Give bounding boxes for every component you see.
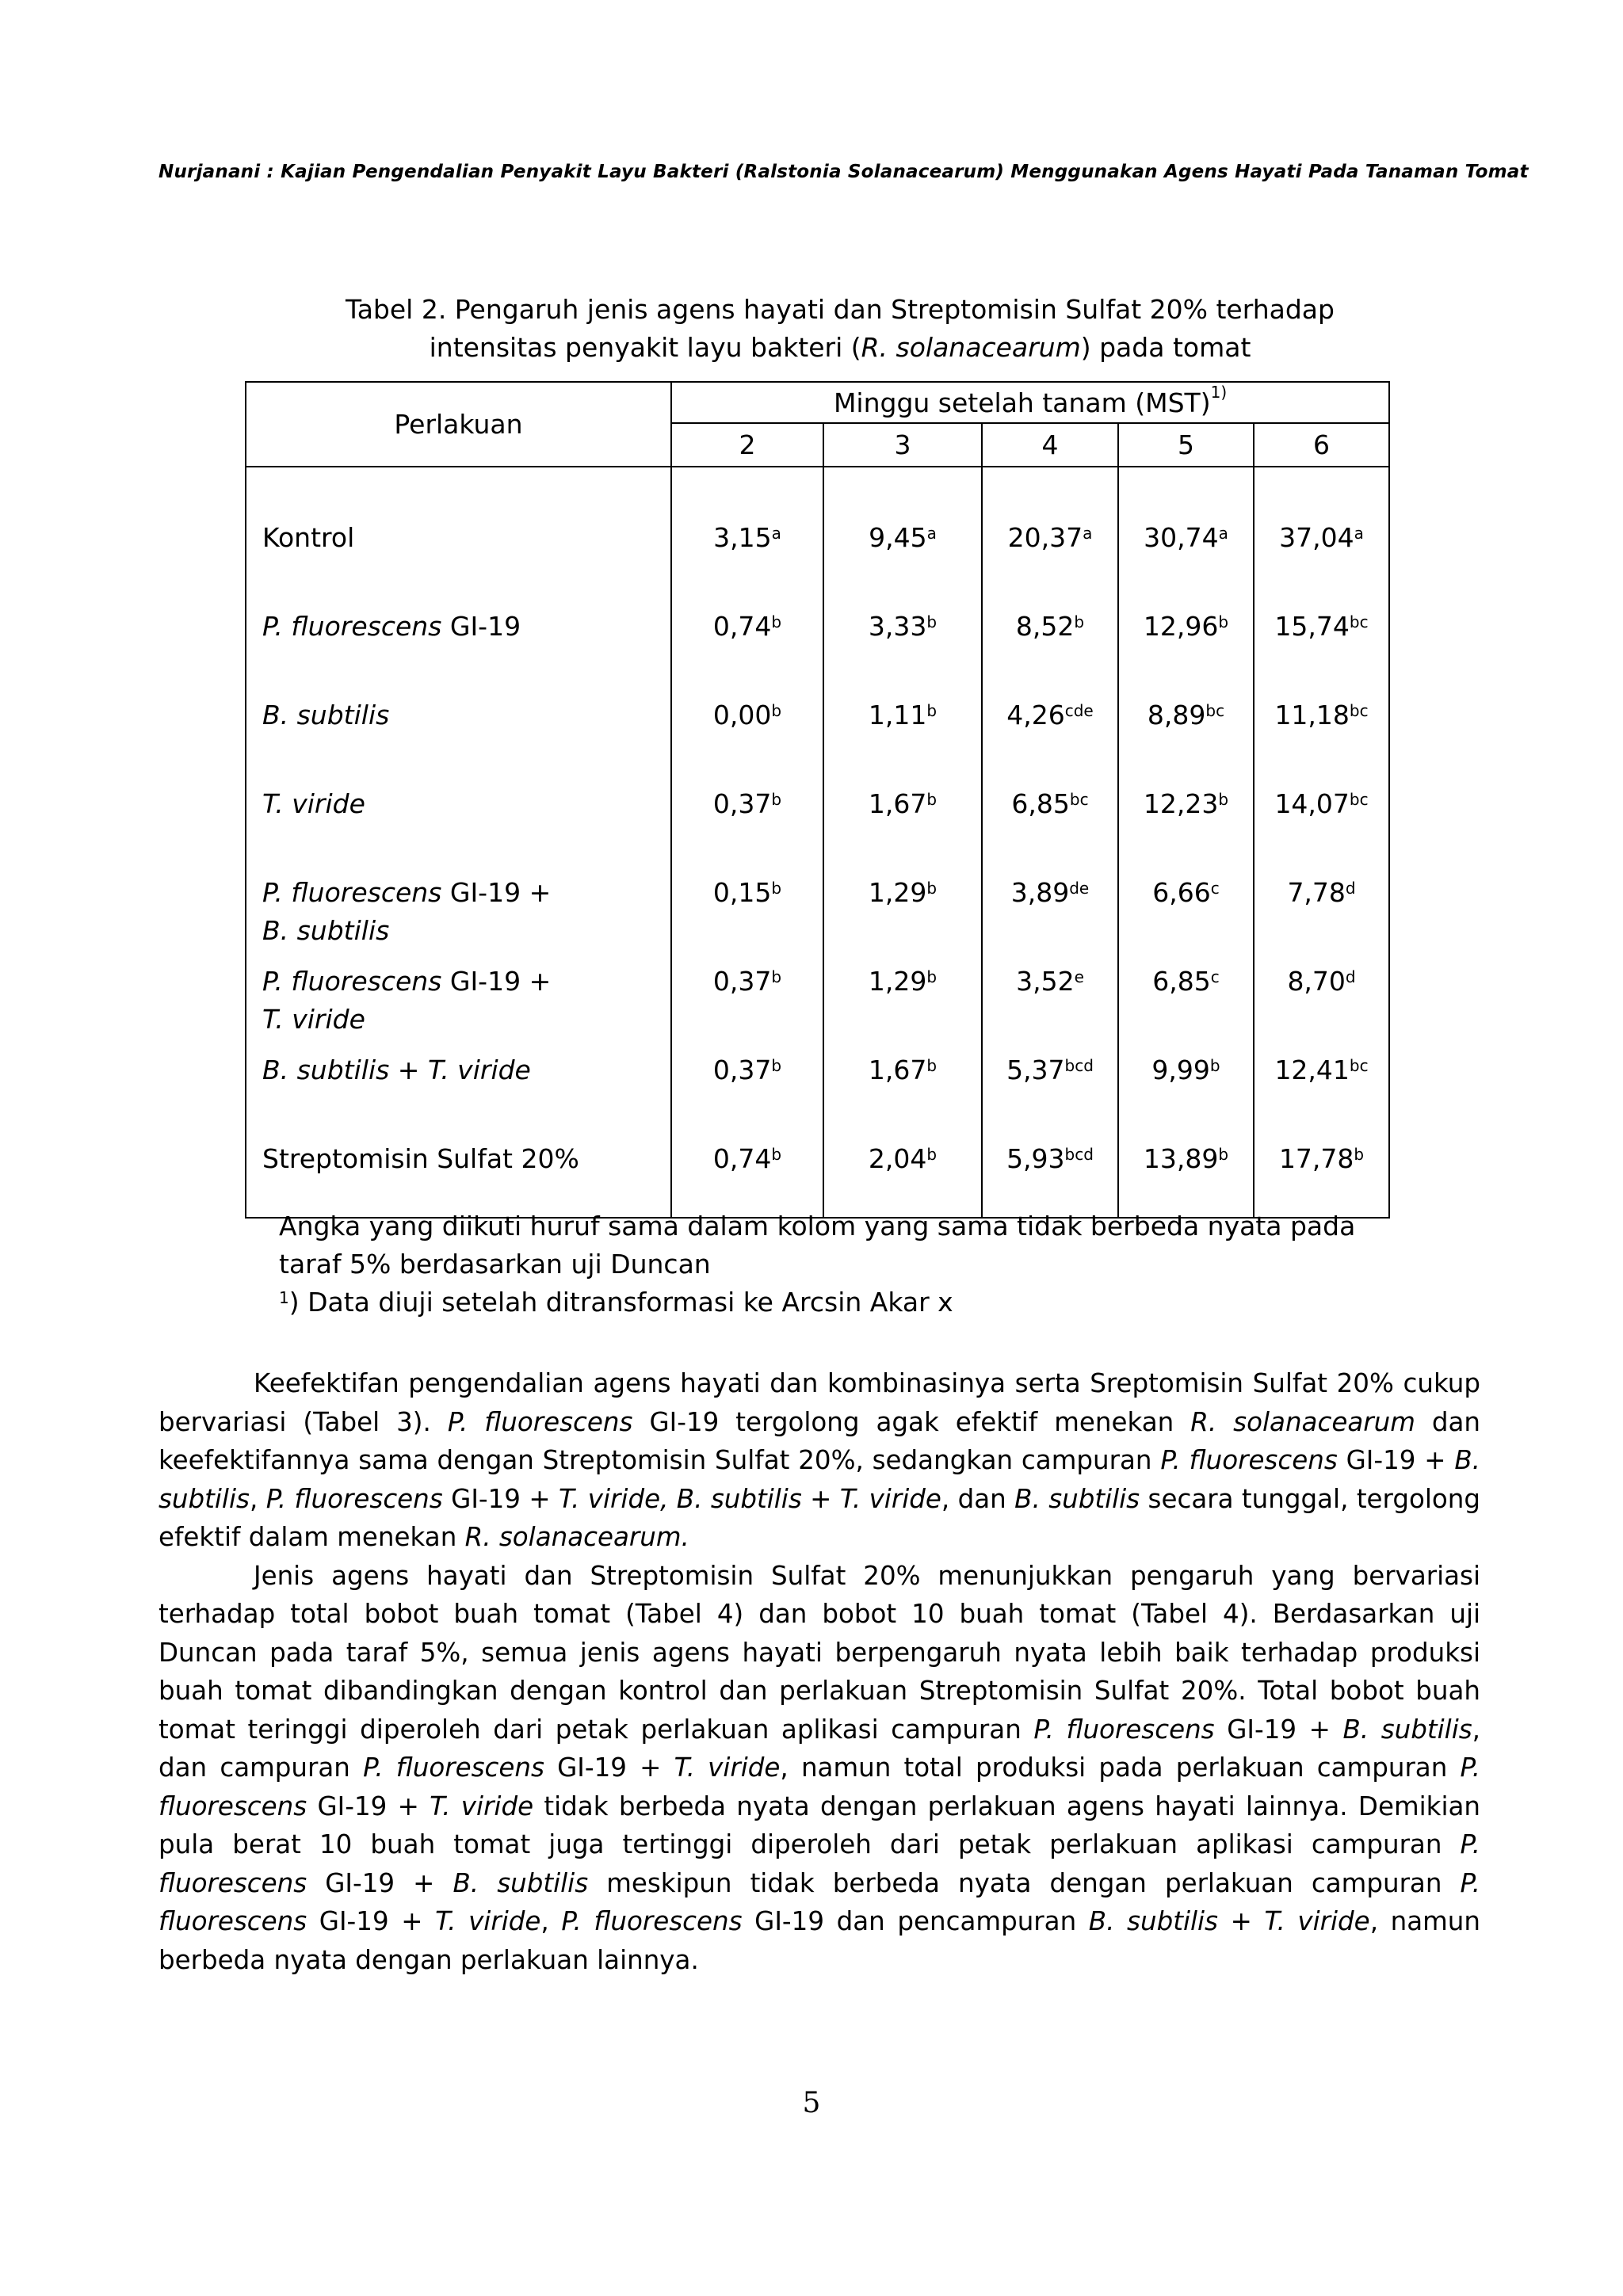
treatment-name-italic: B. subtilis bbox=[262, 1055, 390, 1085]
significance-letter: c bbox=[1210, 879, 1220, 898]
value-cell bbox=[1254, 951, 1389, 1039]
significance-letter: de bbox=[1069, 879, 1090, 898]
treatment-name-italic: P. fluorescens bbox=[262, 877, 442, 908]
value-cell bbox=[1118, 596, 1254, 685]
text-run: GI-19 + bbox=[307, 1906, 436, 1936]
species-name: P. fluorescens bbox=[447, 1406, 633, 1437]
significance-letter: d bbox=[1345, 967, 1356, 986]
value-cell bbox=[671, 685, 823, 773]
value-cell bbox=[1118, 773, 1254, 862]
species-name: P. fluorescens bbox=[265, 1483, 443, 1514]
significance-letter: b bbox=[771, 790, 782, 809]
significance-letter: b bbox=[926, 1056, 938, 1075]
text-run: , dan bbox=[941, 1483, 1015, 1514]
table-row bbox=[246, 1039, 1389, 1128]
treatment-name-italic: B. subtilis bbox=[262, 700, 390, 730]
treatment-name bbox=[246, 467, 671, 596]
significance-letter: b bbox=[1074, 612, 1085, 631]
species-name: P. fluorescens bbox=[158, 1753, 1480, 1821]
species-name: B. subtilis bbox=[158, 1445, 1480, 1514]
paragraph-1 bbox=[158, 1364, 1480, 1557]
text-run: + bbox=[1217, 1906, 1265, 1936]
cell-value: 4,26 bbox=[1006, 700, 1065, 730]
text-run: secara tunggal, tergolong efektif dalam menekan bbox=[158, 1483, 1481, 1552]
species-name: B. subtilis bbox=[1014, 1483, 1140, 1514]
value-cell bbox=[671, 1128, 823, 1218]
value-cell bbox=[823, 1128, 982, 1218]
cell-value: 20,37 bbox=[1007, 522, 1083, 553]
significance-letter: b bbox=[926, 612, 938, 631]
value-cell bbox=[823, 1039, 982, 1128]
week-col-6: 6 bbox=[1254, 423, 1389, 467]
week-col-4: 4 bbox=[982, 423, 1118, 467]
table-notes bbox=[279, 1207, 1468, 1322]
value-cell bbox=[982, 1039, 1118, 1128]
treatment-name bbox=[246, 596, 671, 685]
value-cell bbox=[671, 467, 823, 596]
cell-value: 15,74 bbox=[1274, 611, 1350, 642]
significance-letter: a bbox=[771, 524, 781, 543]
cell-value: 2,04 bbox=[868, 1143, 927, 1174]
species-name: P. fluorescens bbox=[158, 1867, 1480, 1936]
treatment-name-text: GI-19 + bbox=[441, 877, 552, 908]
text-run: , bbox=[249, 1483, 266, 1514]
cell-value: 0,37 bbox=[712, 788, 772, 819]
cell-value: 5,37 bbox=[1006, 1055, 1065, 1085]
treatment-header: Perlakuan bbox=[246, 382, 671, 467]
cell-value: 6,85 bbox=[1011, 788, 1070, 819]
cell-value: 3,89 bbox=[1010, 877, 1070, 908]
value-cell bbox=[671, 862, 823, 951]
cell-value: 0,74 bbox=[712, 611, 772, 642]
cell-value: 5,93 bbox=[1006, 1143, 1065, 1174]
value-cell bbox=[982, 596, 1118, 685]
treatment-name-text: GI-19 + bbox=[441, 966, 552, 997]
value-cell bbox=[1254, 685, 1389, 773]
text-run: GI-19 dan pencampuran bbox=[742, 1906, 1089, 1936]
significance-letter: b bbox=[771, 1145, 782, 1164]
treatment-name-italic: P. fluorescens bbox=[262, 611, 442, 642]
week-col-2: 2 bbox=[671, 423, 823, 467]
value-cell bbox=[982, 685, 1118, 773]
treatment-name-text: GI-19 bbox=[441, 611, 521, 642]
species-name: T. viride bbox=[839, 1483, 941, 1514]
significance-letter: b bbox=[771, 967, 782, 986]
note-line-2: taraf 5% berdasarkan uji Duncan bbox=[279, 1249, 711, 1280]
significance-letter: b bbox=[1209, 1056, 1220, 1075]
species-name: P. fluorescens bbox=[158, 1829, 1480, 1898]
value-cell bbox=[982, 1128, 1118, 1218]
treatment-name bbox=[246, 1039, 671, 1128]
value-cell bbox=[982, 773, 1118, 862]
significance-letter: a bbox=[1083, 524, 1093, 543]
cell-value: 17,78 bbox=[1278, 1143, 1354, 1174]
cell-value: 0,37 bbox=[712, 1055, 772, 1085]
cell-value: 12,41 bbox=[1274, 1055, 1350, 1085]
significance-letter: b bbox=[1218, 790, 1229, 809]
species-name: T. viride, B. subtilis bbox=[559, 1483, 802, 1514]
cell-value: 11,18 bbox=[1274, 700, 1350, 730]
value-cell bbox=[1254, 1128, 1389, 1218]
significance-letter: b bbox=[926, 790, 938, 809]
value-cell bbox=[823, 951, 982, 1039]
value-cell bbox=[1118, 467, 1254, 596]
body-text bbox=[158, 1364, 1480, 1979]
value-cell bbox=[823, 596, 982, 685]
value-cell bbox=[1254, 862, 1389, 951]
table-row bbox=[246, 685, 1389, 773]
species-name: T. viride bbox=[1264, 1906, 1370, 1936]
significance-letter: bc bbox=[1069, 790, 1089, 809]
significance-letter: bc bbox=[1349, 1056, 1369, 1075]
table-row bbox=[246, 467, 1389, 596]
cell-value: 7,78 bbox=[1287, 877, 1346, 908]
cell-value: 3,15 bbox=[713, 522, 772, 553]
value-cell bbox=[1254, 773, 1389, 862]
week-col-3: 3 bbox=[823, 423, 982, 467]
treatment-name bbox=[246, 773, 671, 862]
treatment-name-italic: B. subtilis bbox=[262, 915, 390, 946]
text-run: GI-19 + bbox=[1337, 1445, 1455, 1475]
significance-letter: bc bbox=[1349, 790, 1369, 809]
value-cell bbox=[982, 862, 1118, 951]
text-run: Jenis agens hayati dan Streptomisin Sulfat 20% menunjukkan pengaruh yang bervariasi terhadap total bobot buah tomat (Tabel 4) dan bobot 10 buah tomat (Tabel 4). Berdasarkan uji Duncan pada taraf 5%, semua jenis agens hayati berpengaruh nyata lebih baik terhadap produksi buah tomat dibandingkan dengan kontrol dan perlakuan Streptomisin Sulfat 20%. Total bobot buah tomat teringgi diperoleh dari petak perlakuan aplikasi campuran bbox=[158, 1560, 1480, 1745]
significance-letter: b bbox=[771, 1056, 782, 1075]
results-table bbox=[245, 381, 1390, 1219]
text-run: tidak berbeda nyata dengan perlakuan agens hayati lainnya. Demikian pula berat 10 buah tomat juga tertinggi diperoleh dari petak perlakuan aplikasi campuran bbox=[158, 1791, 1480, 1859]
significance-letter: c bbox=[1210, 967, 1220, 986]
significance-letter: b bbox=[926, 967, 938, 986]
cell-value: 12,23 bbox=[1143, 788, 1219, 819]
cell-value: 3,52 bbox=[1016, 966, 1075, 997]
text-run: GI-19 + bbox=[442, 1483, 559, 1514]
treatment-name bbox=[246, 685, 671, 773]
treatment-name-italic: T. viride bbox=[262, 788, 365, 819]
value-cell bbox=[823, 685, 982, 773]
text-run: , bbox=[540, 1906, 562, 1936]
text-run: GI-19 tergolong agak efektif menekan bbox=[632, 1406, 1191, 1437]
cell-value: 6,66 bbox=[1152, 877, 1211, 908]
paragraph-2 bbox=[158, 1557, 1480, 1980]
cell-value: 1,29 bbox=[868, 877, 927, 908]
value-cell bbox=[1118, 951, 1254, 1039]
species-name: T. viride bbox=[435, 1906, 541, 1936]
value-cell bbox=[982, 467, 1118, 596]
cell-value: 8,70 bbox=[1287, 966, 1346, 997]
text-run: GI-19 + bbox=[544, 1753, 674, 1783]
significance-letter: a bbox=[926, 524, 937, 543]
value-cell bbox=[671, 596, 823, 685]
value-cell bbox=[823, 862, 982, 951]
note-line-1: Angka yang diikuti huruf sama dalam kolom yang sama tidak berbeda nyata pada bbox=[279, 1211, 1356, 1241]
table-row bbox=[246, 862, 1389, 951]
cell-value: 1,11 bbox=[868, 700, 927, 730]
value-cell bbox=[823, 773, 982, 862]
text-run: GI-19 + bbox=[307, 1867, 453, 1898]
cell-value: 13,89 bbox=[1143, 1143, 1219, 1174]
species-name: B. subtilis bbox=[1088, 1906, 1218, 1936]
text-run: , namun total produksi pada perlakuan campuran bbox=[780, 1753, 1461, 1783]
cell-value: 9,45 bbox=[869, 522, 927, 553]
value-cell bbox=[1118, 862, 1254, 951]
value-cell bbox=[1118, 1039, 1254, 1128]
significance-letter: a bbox=[1218, 524, 1228, 543]
text-run: + bbox=[801, 1483, 840, 1514]
caption-line-1: Tabel 2. Pengaruh jenis agens hayati dan Streptomisin Sulfat 20% terhadap bbox=[346, 294, 1335, 325]
species-name: R. solanacearum. bbox=[464, 1522, 689, 1552]
significance-letter: b bbox=[926, 701, 938, 720]
table-row bbox=[246, 951, 1389, 1039]
cell-value: 1,67 bbox=[868, 1055, 927, 1085]
caption-line-2: intensitas penyakit layu bakteri (R. solanacearum) pada tomat bbox=[429, 332, 1251, 363]
value-cell bbox=[1254, 596, 1389, 685]
significance-letter: d bbox=[1345, 879, 1356, 898]
week-header: Minggu setelah tanam (MST)$^{1)}$ bbox=[671, 382, 1389, 423]
treatment-name-text: + bbox=[389, 1055, 428, 1085]
cell-value: 9,99 bbox=[1151, 1055, 1210, 1085]
species-name: T. viride bbox=[674, 1753, 781, 1783]
species-name: P. fluorescens bbox=[1033, 1714, 1215, 1745]
species-name: B. subtilis bbox=[453, 1867, 589, 1898]
species-name: P. fluorescens bbox=[363, 1753, 544, 1783]
treatment-name bbox=[246, 1128, 671, 1218]
note-line-3: $^1$) Data diuji setelah ditransformasi ke Arcsin Akar x bbox=[279, 1287, 953, 1318]
cell-value: 14,07 bbox=[1274, 788, 1350, 819]
treatment-name-text: Streptomisin Sulfat 20% bbox=[262, 1143, 579, 1174]
value-cell bbox=[1254, 1039, 1389, 1128]
running-header: Nurjanani : Kajian Pengendalian Penyakit Layu Bakteri (Ralstonia Solanacearum) Menggunakan Agens Hayati Pada Tanaman Tomat bbox=[158, 162, 1529, 182]
value-cell bbox=[1254, 467, 1389, 596]
treatment-name-italic: P. fluorescens bbox=[262, 966, 442, 997]
cell-value: 1,67 bbox=[868, 788, 927, 819]
value-cell bbox=[823, 467, 982, 596]
value-cell bbox=[1118, 1128, 1254, 1218]
text-run: meskipun tidak berbeda nyata dengan perlakuan campuran bbox=[588, 1867, 1461, 1898]
significance-letter: a bbox=[1354, 524, 1364, 543]
treatment-name-italic: T. viride bbox=[427, 1055, 531, 1085]
text-run: dan keefektifannya sama dengan Streptomisin Sulfat 20%, sedangkan campuran bbox=[158, 1406, 1481, 1475]
cell-value: 8,52 bbox=[1015, 611, 1075, 642]
significance-letter: b bbox=[771, 879, 782, 898]
significance-letter: bcd bbox=[1064, 1145, 1094, 1164]
cell-value: 0,15 bbox=[712, 877, 772, 908]
species-name: T. viride bbox=[430, 1791, 534, 1821]
cell-value: 30,74 bbox=[1144, 522, 1219, 553]
table-caption bbox=[246, 291, 1434, 367]
text-run: , dan campuran bbox=[158, 1714, 1480, 1783]
significance-letter: b bbox=[1354, 1145, 1365, 1164]
significance-letter: b bbox=[771, 612, 782, 631]
treatment-name-italic: T. viride bbox=[262, 1004, 365, 1035]
significance-letter: cde bbox=[1064, 701, 1094, 720]
species-name: B. subtilis bbox=[1342, 1714, 1472, 1745]
cell-value: 0,74 bbox=[712, 1143, 772, 1174]
page-number: 5 bbox=[802, 2087, 821, 2119]
significance-letter: bc bbox=[1349, 612, 1369, 631]
significance-letter: bc bbox=[1349, 701, 1369, 720]
significance-letter: b bbox=[1218, 1145, 1229, 1164]
cell-value: 6,85 bbox=[1152, 966, 1211, 997]
treatment-name bbox=[246, 951, 671, 1039]
species-name: R. solanacearum bbox=[1190, 1406, 1415, 1437]
treatment-name-text: Kontrol bbox=[262, 522, 355, 553]
significance-letter: bcd bbox=[1064, 1056, 1094, 1075]
value-cell bbox=[982, 951, 1118, 1039]
significance-letter: bc bbox=[1205, 701, 1225, 720]
cell-value: 1,29 bbox=[868, 966, 927, 997]
cell-value: 8,89 bbox=[1147, 700, 1206, 730]
cell-value: 12,96 bbox=[1143, 611, 1219, 642]
table-row bbox=[246, 773, 1389, 862]
text-run: GI-19 + bbox=[307, 1791, 430, 1821]
value-cell bbox=[671, 773, 823, 862]
week-col-5: 5 bbox=[1118, 423, 1254, 467]
text-run: GI-19 + bbox=[1214, 1714, 1343, 1745]
cell-value: 3,33 bbox=[868, 611, 927, 642]
significance-letter: b bbox=[926, 879, 938, 898]
species-name: P. fluorescens bbox=[1160, 1445, 1338, 1475]
cell-value: 37,04 bbox=[1279, 522, 1354, 553]
significance-letter: e bbox=[1074, 967, 1084, 986]
species-name: P. fluorescens bbox=[561, 1906, 743, 1936]
value-cell bbox=[671, 951, 823, 1039]
value-cell bbox=[1118, 685, 1254, 773]
text-run: , namun berbeda nyata dengan perlakuan lainnya. bbox=[158, 1906, 1481, 1975]
treatment-name bbox=[246, 862, 671, 951]
table-row bbox=[246, 1128, 1389, 1218]
cell-value: 0,00 bbox=[712, 700, 772, 730]
table-row bbox=[246, 596, 1389, 685]
cell-value: 0,37 bbox=[712, 966, 772, 997]
value-cell bbox=[671, 1039, 823, 1128]
significance-letter: b bbox=[926, 1145, 938, 1164]
significance-letter: b bbox=[1218, 612, 1229, 631]
text-run: Keefektifan pengendalian agens hayati dan kombinasinya serta Sreptomisin Sulfat 20% cukup bervariasi (Tabel 3). bbox=[158, 1368, 1480, 1437]
significance-letter: b bbox=[771, 701, 782, 720]
